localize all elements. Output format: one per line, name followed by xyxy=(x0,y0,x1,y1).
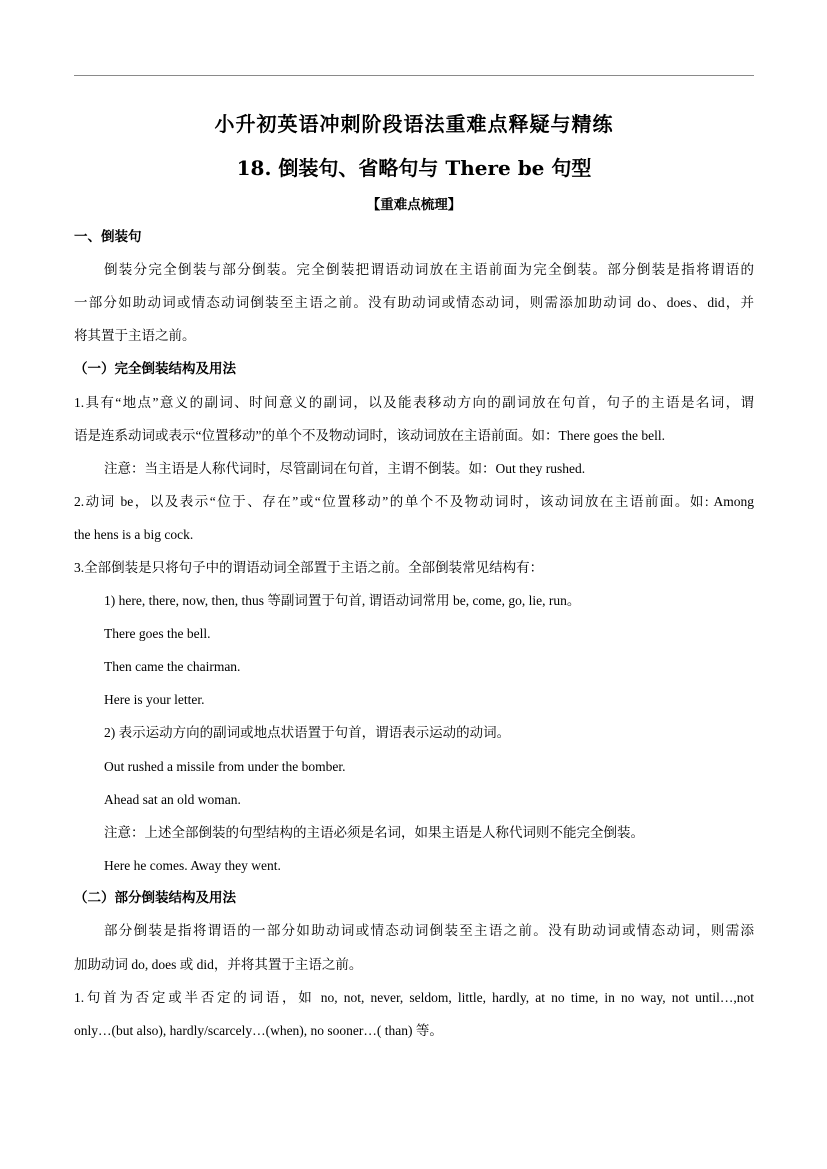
sub-item-line: 2) 表示运动方向的副词或地点状语置于句首，谓语表示运动的动词。 xyxy=(104,725,511,740)
header-rule xyxy=(74,75,754,76)
list-item-line: 1.句首为否定或半否定的词语，如 no, not, never, seldom, little, hardly, at no time, in no way, not until…,not xyxy=(74,990,754,1005)
example-line: Out rushed a missile from under the bomber. xyxy=(104,759,346,774)
example-line: Then came the chairman. xyxy=(104,659,241,674)
list-item-line: 1.具有“地点”意义的副词、时间意义的副词，以及能表移动方向的副词放在句首，句子的主语是名词，谓 xyxy=(74,395,754,410)
paragraph-line: 部分倒装是指将谓语的一部分如助动词或情态动词倒装至主语之前。没有助动词或情态动词，则需添 xyxy=(104,923,754,938)
list-item-line: 2.动词 be，以及表示“位于、存在”或“位置移动”的单个不及物动词时，该动词放在主语前面。如: Among xyxy=(74,494,754,509)
section-tag: 【重难点梳理】 xyxy=(366,197,462,213)
note-line: 注意：上述全部倒装的句型结构的主语必须是名词，如果主语是人称代词则不能完全倒装。 xyxy=(104,825,644,840)
sub-item-line: 1) here, there, now, then, thus 等副词置于句首, 谓语动词常用 be, come, go, lie, run。 xyxy=(104,593,581,608)
example-line: Ahead sat an old woman. xyxy=(104,792,241,807)
paragraph-line: 一部分如助动词或情态动词倒装至主语之前。没有助动词或情态动词，则需添加助动词 do、does、did，并 xyxy=(74,295,754,310)
list-item-line: 语是连系动词或表示“位置移动”的单个不及物动词时，该动词放在主语前面。如：There goes the bell. xyxy=(74,428,665,443)
example-line: Here is your letter. xyxy=(104,692,205,707)
note-line: 注意：当主语是人称代词时，尽管副词在句首，主谓不倒装。如：Out they rushed. xyxy=(104,461,586,476)
example-line: Here he comes. Away they went. xyxy=(104,858,281,873)
document-subtitle: 18. 倒装句、省略句与 There be 句型 xyxy=(236,156,592,180)
heading-full-inversion: （一）完全倒装结构及用法 xyxy=(74,361,236,377)
paragraph-line: 倒装分完全倒装与部分倒装。完全倒装把谓语动词放在主语前面为完全倒装。部分倒装是指将谓语的 xyxy=(104,262,754,277)
list-item-line: 3.全部倒装是只将句子中的谓语动词全部置于主语之前。全部倒装常见结构有： xyxy=(74,560,544,575)
document-title: 小升初英语冲刺阶段语法重难点释疑与精练 xyxy=(214,112,614,136)
list-item-line: the hens is a big cock. xyxy=(74,527,194,542)
paragraph-line: 加助动词 do, does 或 did，并将其置于主语之前。 xyxy=(74,957,363,972)
list-item-line: only…(but also), hardly/scarcely…(when), no sooner…( than) 等。 xyxy=(74,1023,443,1038)
paragraph-line: 将其置于主语之前。 xyxy=(74,328,196,343)
heading-inversion: 一、倒装句 xyxy=(74,229,142,245)
example-line: There goes the bell. xyxy=(104,626,211,641)
heading-partial-inversion: （二）部分倒装结构及用法 xyxy=(74,890,236,906)
